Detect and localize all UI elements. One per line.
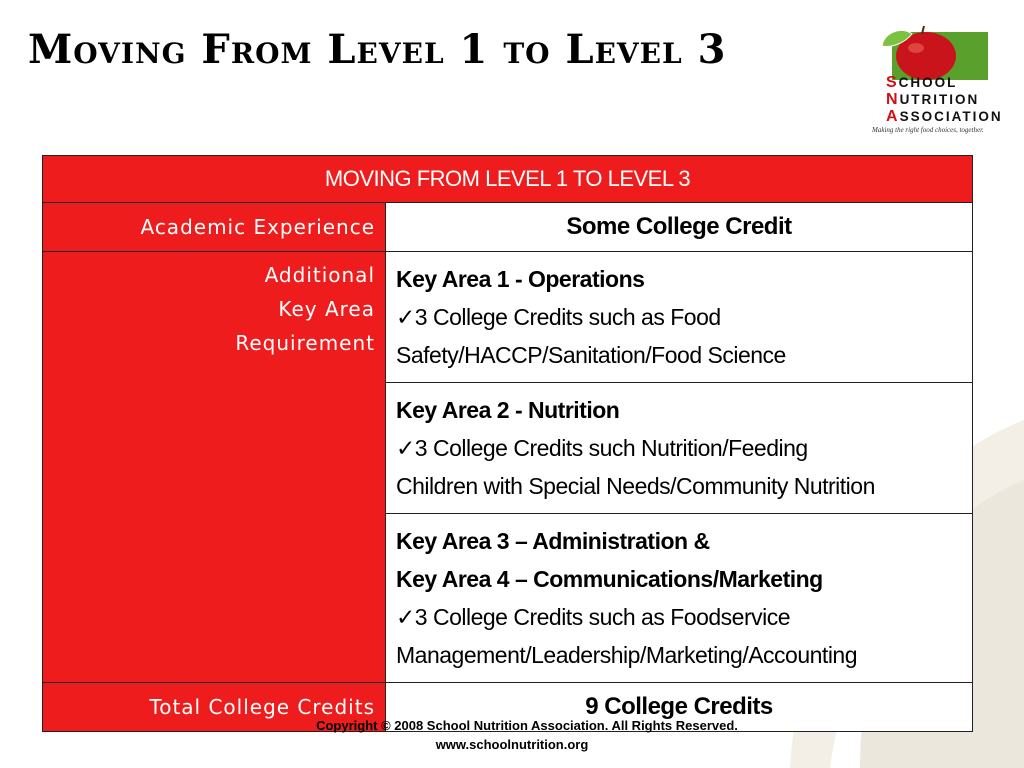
key-area-title: Key Area 1 - Operations <box>396 266 645 292</box>
key-area-title: Key Area 4 – Communications/Marketing <box>396 566 823 592</box>
requirement-text: Children with Special Needs/Community Nutrition <box>396 473 875 499</box>
copyright-text: Copyright © 2008 School Nutrition Association. All Rights Reserved. <box>316 718 738 733</box>
logo-tagline: Making the right food choices, together. <box>872 126 984 134</box>
row-value-total-college-credits: 9 College Credits <box>386 683 973 732</box>
website-url: www.schoolnutrition.org <box>435 737 589 752</box>
key-area-1-cell <box>386 252 973 383</box>
row-label-total-college-credits: Total College Credits <box>43 683 386 732</box>
requirement-text: ✓3 College Credits such as Foodservice <box>396 604 791 630</box>
logo-wordmark: SCHOOL NUTRITION ASSOCIATION <box>886 74 1003 125</box>
key-area-3-4-cell <box>386 514 973 683</box>
table-row <box>43 252 973 383</box>
table-header-row <box>43 156 973 203</box>
table-row <box>43 203 973 252</box>
page-title: Moving From Level 1 to Level 3 <box>28 26 727 73</box>
requirement-text: ✓3 College Credits such as Food <box>396 304 721 330</box>
key-area-title: Key Area 2 - Nutrition <box>396 397 620 423</box>
row-value-academic-experience: Some College Credit <box>386 203 973 252</box>
key-area-title: Key Area 3 – Administration & <box>396 528 710 554</box>
level-requirements-table <box>42 155 973 732</box>
row-label-additional-key-area: Additional Key Area Requirement <box>43 252 386 683</box>
requirement-text: Management/Leadership/Marketing/Accounting <box>396 642 858 668</box>
apple-icon <box>862 22 1002 82</box>
footer <box>0 716 1024 754</box>
key-area-2-cell <box>386 383 973 514</box>
requirement-text: Safety/HACCP/Sanitation/Food Science <box>396 342 786 368</box>
school-nutrition-association-logo <box>862 22 1002 140</box>
requirement-text: ✓3 College Credits such Nutrition/Feeding <box>396 435 808 461</box>
row-label-academic-experience: Academic Experience <box>43 203 386 252</box>
table-header: MOVING FROM LEVEL 1 TO LEVEL 3 <box>43 156 973 203</box>
